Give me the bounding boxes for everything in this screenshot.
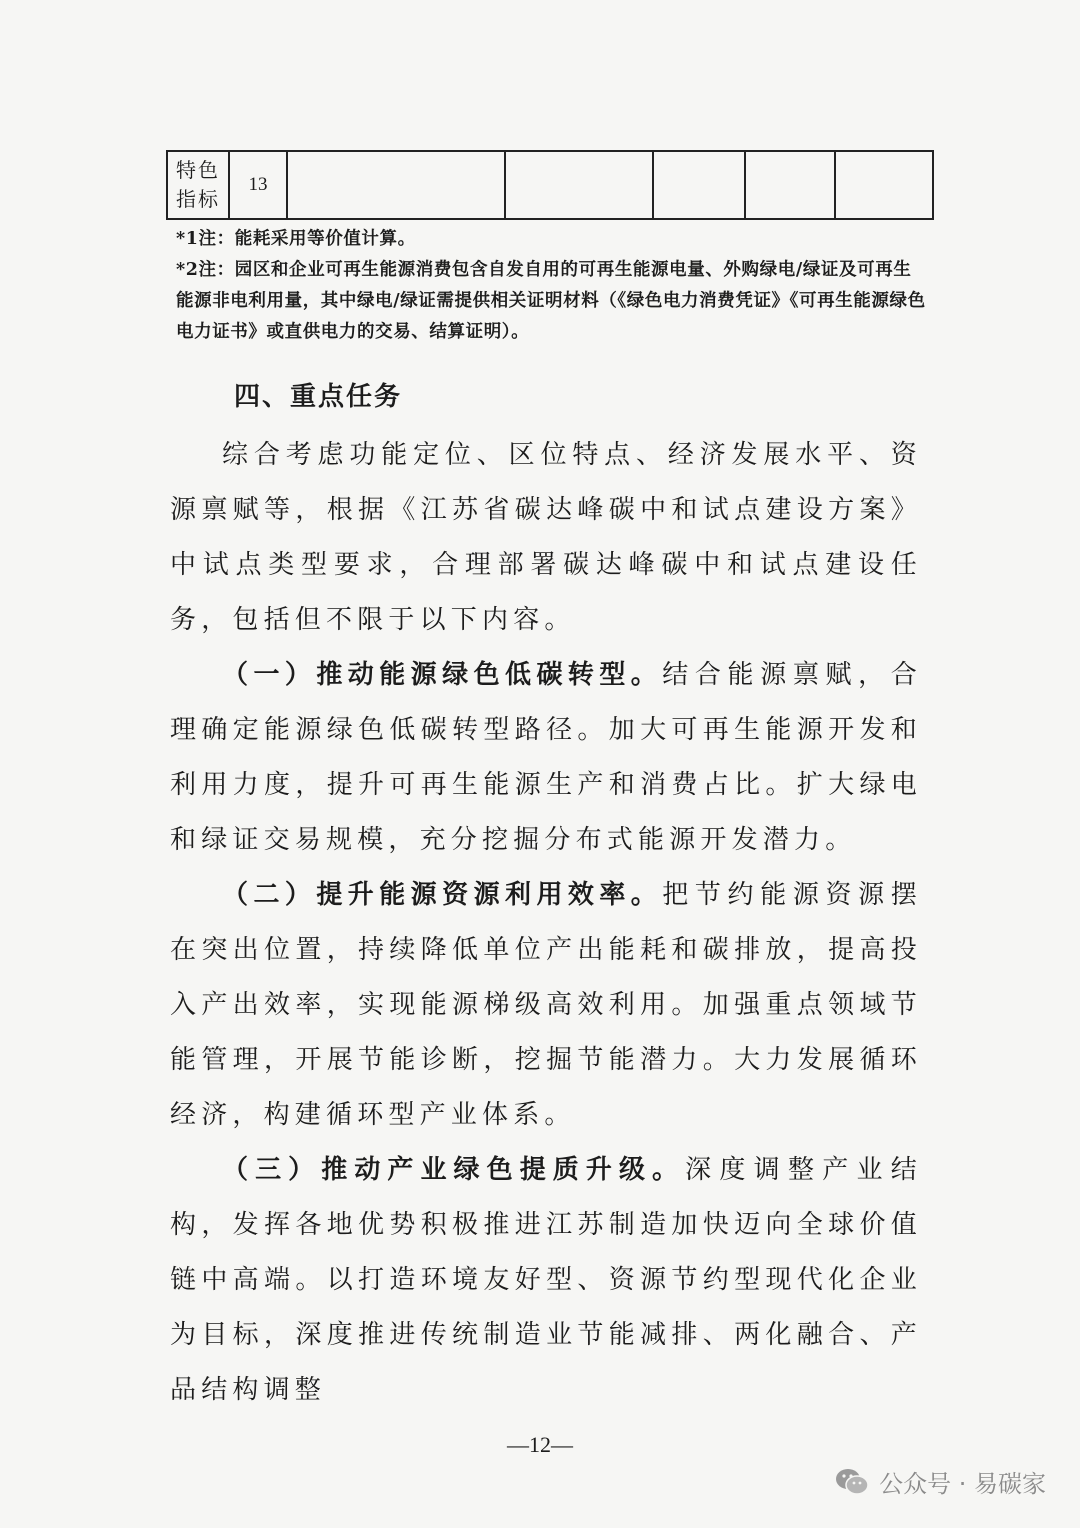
category-line1: 特色 — [176, 158, 220, 182]
table-cell — [653, 151, 745, 219]
section-body — [170, 428, 922, 1418]
note-1: *1注：能耗采用等价值计算。 — [176, 229, 416, 249]
task-lead-3: （三）推动产业绿色提质升级。 — [222, 1155, 686, 1185]
task-paragraph-2 — [170, 868, 922, 1143]
page-number: —12— — [507, 1432, 573, 1457]
table-cell — [745, 151, 835, 219]
watermark — [835, 1464, 1046, 1499]
table-cell-category — [167, 151, 229, 219]
table-cell — [287, 151, 505, 219]
section-heading: 四、重点任务 — [234, 382, 403, 412]
note-2: *2注：园区和企业可再生能源消费包含自发自用的可再生能源电量、外购绿电/绿证及可再生能源非电利用量，其中绿电/绿证需提供相关证明材料（《绿色电力消费凭证》《可再生能源绿色电力证书》或直供电力的交易、结算证明）。 — [176, 260, 926, 342]
watermark-text: 公众号 · 易碳家 — [879, 1470, 1046, 1498]
table-notes — [176, 224, 926, 348]
category-line2: 指标 — [176, 187, 220, 211]
intro-paragraph: 综合考虑功能定位、区位特点、经济发展水平、资源禀赋等，根据《江苏省碳达峰碳中和试点建设方案》中试点类型要求，合理部署碳达峰碳中和试点建设任务，包括但不限于以下内容。 — [170, 440, 922, 635]
task-text-1: 结合能源禀赋，合理确定能源绿色低碳转型路径。加大可再生能源开发和利用力度，提升可再生能源生产和消费占比。扩大绿电和绿证交易规模，充分挖掘分布式能源开发潜力。 — [170, 660, 922, 855]
table-cell — [835, 151, 933, 219]
task-lead-2: （二）提升能源资源利用效率。 — [222, 880, 663, 910]
table-cell-number: 13 — [229, 151, 287, 219]
indicator-table — [166, 150, 934, 220]
task-paragraph-3 — [170, 1143, 922, 1418]
task-lead-1: （一）推动能源绿色低碳转型。 — [222, 660, 663, 690]
task-text-2: 把节约能源资源摆在突出位置，持续降低单位产出能耗和碳排放，提高投入产出效率，实现能源梯级高效利用。加强重点领域节能管理，开展节能诊断，挖掘节能潜力。大力发展循环经济，构建循环型产业体系。 — [170, 880, 922, 1130]
table-row — [167, 151, 933, 219]
wechat-icon — [835, 1467, 869, 1497]
table-cell — [505, 151, 653, 219]
task-text-3: 深度调整产业结构，发挥各地优势积极推进江苏制造加快迈向全球价值链中高端。以打造环境友好型、资源节约型现代化企业为目标，深度推进传统制造业节能减排、两化融合、产品结构调整 — [170, 1155, 922, 1405]
task-paragraph-1 — [170, 648, 922, 868]
